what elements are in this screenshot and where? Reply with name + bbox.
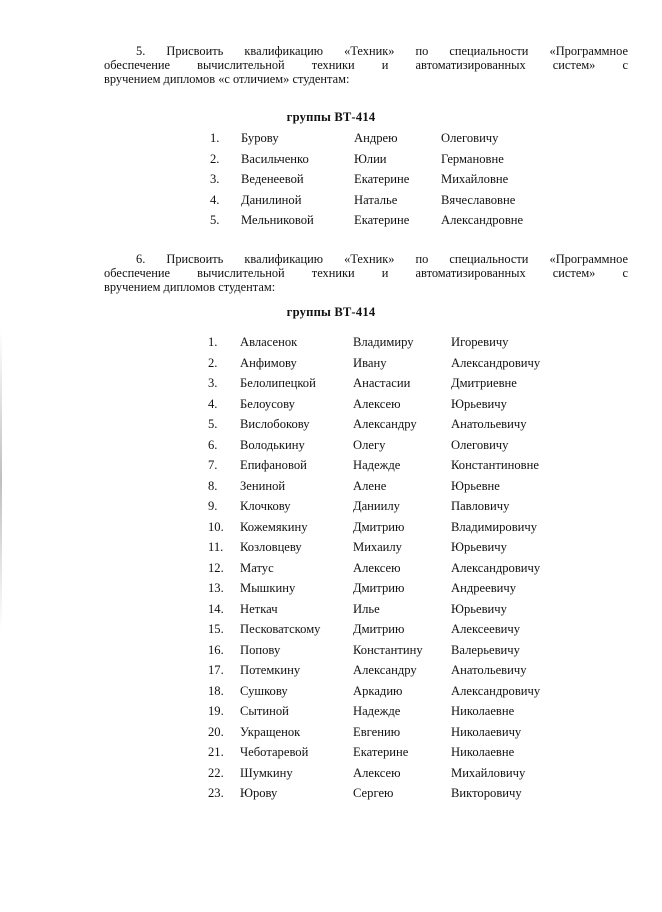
student-number: 11. bbox=[208, 540, 224, 554]
student-row bbox=[0, 499, 662, 517]
student-first-name: Анастасии bbox=[353, 376, 411, 390]
student-first-name: Михаилу bbox=[353, 540, 402, 554]
student-last-name: Васильченко bbox=[241, 151, 309, 166]
student-first-name: Надежде bbox=[353, 704, 401, 718]
student-patronymic: Юрьевне bbox=[451, 478, 500, 493]
student-patronymic: Владимировичу bbox=[451, 519, 538, 534]
student-patronymic: Александровичу bbox=[451, 355, 541, 370]
student-last-name: Данилиной bbox=[241, 192, 302, 207]
student-last-name: Мельниковой bbox=[241, 213, 314, 228]
student-number: 3. bbox=[208, 376, 218, 390]
student-patronymic: Михайловне bbox=[441, 172, 509, 187]
student-patronymic: Юрьевичу bbox=[451, 396, 507, 411]
student-last-name: Матус bbox=[240, 560, 274, 575]
student-last-name: Бурову bbox=[241, 131, 279, 145]
student-last-name: Юрову bbox=[240, 786, 278, 800]
student-first-name: Дмитрию bbox=[353, 581, 405, 595]
student-last-name: Володькину bbox=[240, 437, 305, 452]
student-row bbox=[0, 438, 662, 456]
student-first-name: Ивану bbox=[353, 355, 387, 370]
student-patronymic: Павловичу bbox=[451, 499, 510, 513]
student-first-name: Олегу bbox=[353, 437, 386, 452]
student-row bbox=[0, 520, 662, 538]
student-last-name: Авласенок bbox=[240, 335, 298, 349]
student-last-name: Укращенок bbox=[240, 724, 301, 739]
student-last-name: Сытиной bbox=[240, 704, 289, 718]
student-last-name: Епифановой bbox=[240, 458, 307, 472]
student-first-name: Илье bbox=[353, 601, 380, 616]
student-patronymic: Германовне bbox=[441, 151, 504, 166]
student-last-name: Кожемякину bbox=[240, 519, 308, 534]
student-last-name: Шумкину bbox=[240, 765, 293, 780]
student-last-name: Клочкову bbox=[240, 499, 291, 513]
student-row bbox=[0, 172, 662, 190]
student-number: 10. bbox=[208, 519, 224, 534]
student-row bbox=[0, 417, 662, 435]
student-first-name: Александру bbox=[353, 663, 417, 677]
section5-line1: 5. Присвоить квалификацию «Техник» по специальности «Программное bbox=[136, 44, 628, 58]
student-last-name: Потемкину bbox=[240, 663, 301, 677]
student-patronymic: Анатольевичу bbox=[451, 417, 527, 431]
student-number: 17. bbox=[208, 663, 224, 677]
student-last-name: Зениной bbox=[240, 478, 286, 493]
student-number: 19. bbox=[208, 704, 224, 718]
student-number: 20. bbox=[208, 724, 224, 739]
student-row bbox=[0, 684, 662, 702]
student-patronymic: Викторовичу bbox=[451, 786, 522, 800]
student-patronymic: Николаевне bbox=[451, 704, 515, 718]
student-row bbox=[0, 786, 662, 804]
student-patronymic: Михайловичу bbox=[451, 765, 526, 780]
student-row bbox=[0, 561, 662, 579]
student-number: 14. bbox=[208, 601, 224, 616]
student-patronymic: Юрьевичу bbox=[451, 601, 507, 616]
student-last-name: Попову bbox=[240, 642, 281, 657]
section6-line2: обеспечение вычислительной техники и автоматизированных систем» с bbox=[104, 266, 628, 280]
student-number: 6. bbox=[208, 437, 218, 452]
student-last-name: Вислобокову bbox=[240, 417, 310, 431]
student-patronymic: Андреевичу bbox=[451, 581, 517, 595]
student-first-name: Надежде bbox=[353, 458, 401, 472]
student-last-name: Мышкину bbox=[240, 581, 296, 595]
student-patronymic: Игоревичу bbox=[451, 335, 509, 349]
student-number: 1. bbox=[210, 131, 220, 145]
student-number: 4. bbox=[210, 192, 220, 207]
student-row bbox=[0, 745, 662, 763]
student-number: 16. bbox=[208, 642, 224, 657]
student-last-name: Песковатскому bbox=[240, 622, 321, 636]
student-first-name: Алексею bbox=[353, 765, 401, 780]
student-row bbox=[0, 376, 662, 394]
student-first-name: Алене bbox=[353, 478, 387, 493]
section5-line2: обеспечение вычислительной техники и автоматизированных систем» с bbox=[104, 58, 628, 72]
student-first-name: Юлии bbox=[354, 151, 387, 166]
student-patronymic: Александровне bbox=[441, 213, 524, 228]
student-row bbox=[0, 540, 662, 558]
student-patronymic: Юрьевичу bbox=[451, 540, 507, 554]
student-last-name: Белоусову bbox=[240, 396, 295, 411]
student-patronymic: Анатольевичу bbox=[451, 663, 527, 677]
student-last-name: Неткач bbox=[240, 601, 278, 616]
student-number: 3. bbox=[210, 172, 220, 187]
student-row bbox=[0, 193, 662, 211]
student-number: 1. bbox=[208, 335, 218, 349]
student-last-name: Сушкову bbox=[240, 683, 288, 698]
student-number: 2. bbox=[210, 151, 220, 166]
student-last-name: Чеботаревой bbox=[240, 745, 309, 759]
student-first-name: Андрею bbox=[354, 131, 398, 145]
student-row bbox=[0, 581, 662, 599]
student-first-name: Евгению bbox=[353, 724, 401, 739]
student-last-name: Козловцеву bbox=[240, 540, 302, 554]
student-patronymic: Олеговичу bbox=[451, 437, 509, 452]
student-patronymic: Николаевне bbox=[451, 745, 515, 759]
student-patronymic: Олеговичу bbox=[441, 131, 499, 145]
student-first-name: Владимиру bbox=[353, 335, 414, 349]
student-row bbox=[0, 152, 662, 170]
student-row bbox=[0, 479, 662, 497]
student-number: 5. bbox=[210, 213, 220, 228]
student-number: 2. bbox=[208, 355, 218, 370]
student-first-name: Алексею bbox=[353, 396, 401, 411]
student-number: 12. bbox=[208, 560, 224, 575]
student-row bbox=[0, 643, 662, 661]
student-first-name: Наталье bbox=[354, 192, 398, 207]
section6-line1: 6. Присвоить квалификацию «Техник» по специальности «Программное bbox=[136, 252, 628, 266]
student-number: 18. bbox=[208, 683, 224, 698]
student-first-name: Александру bbox=[353, 417, 417, 431]
student-number: 22. bbox=[208, 765, 224, 780]
student-last-name: Анфимову bbox=[240, 355, 297, 370]
student-patronymic: Дмитриевне bbox=[451, 376, 517, 390]
student-last-name: Белолипецкой bbox=[240, 376, 316, 390]
student-number: 23. bbox=[208, 786, 224, 800]
student-patronymic: Константиновне bbox=[451, 458, 539, 472]
student-row bbox=[0, 704, 662, 722]
student-number: 8. bbox=[208, 478, 218, 493]
student-patronymic: Николаевичу bbox=[451, 724, 522, 739]
student-first-name: Алексею bbox=[353, 560, 401, 575]
student-row bbox=[0, 356, 662, 374]
student-first-name: Екатерине bbox=[353, 745, 409, 759]
section5-line3: вручением дипломов «с отличием» студентам: bbox=[104, 72, 350, 86]
student-row bbox=[0, 458, 662, 476]
student-first-name: Дмитрию bbox=[353, 519, 405, 534]
student-first-name: Екатерине bbox=[354, 172, 410, 187]
student-row bbox=[0, 766, 662, 784]
student-number: 5. bbox=[208, 417, 218, 431]
student-row bbox=[0, 335, 662, 353]
student-number: 15. bbox=[208, 622, 224, 636]
student-number: 21. bbox=[208, 745, 224, 759]
section5-group-heading: группы ВТ-414 bbox=[286, 110, 376, 124]
student-last-name: Веденеевой bbox=[241, 172, 304, 187]
student-row bbox=[0, 622, 662, 640]
student-patronymic: Валерьевичу bbox=[451, 642, 520, 657]
student-row bbox=[0, 397, 662, 415]
section6-line3: вручением дипломов студентам: bbox=[104, 280, 276, 294]
student-row bbox=[0, 131, 662, 149]
student-first-name: Аркадию bbox=[353, 683, 403, 698]
student-row bbox=[0, 725, 662, 743]
student-first-name: Сергею bbox=[353, 786, 394, 800]
section6-group-heading: группы ВТ-414 bbox=[286, 305, 376, 319]
student-number: 4. bbox=[208, 396, 218, 411]
student-patronymic: Вячеславовне bbox=[441, 192, 516, 207]
student-row bbox=[0, 602, 662, 620]
student-number: 7. bbox=[208, 458, 218, 472]
student-number: 9. bbox=[208, 499, 218, 513]
student-patronymic: Александровичу bbox=[451, 560, 541, 575]
student-row bbox=[0, 663, 662, 681]
student-row bbox=[0, 213, 662, 231]
student-first-name: Дмитрию bbox=[353, 622, 405, 636]
student-patronymic: Александровичу bbox=[451, 683, 541, 698]
student-first-name: Даниилу bbox=[353, 499, 400, 513]
student-first-name: Екатерине bbox=[354, 213, 410, 228]
student-first-name: Константину bbox=[353, 642, 423, 657]
student-patronymic: Алексеевичу bbox=[451, 622, 521, 636]
student-number: 13. bbox=[208, 581, 224, 595]
